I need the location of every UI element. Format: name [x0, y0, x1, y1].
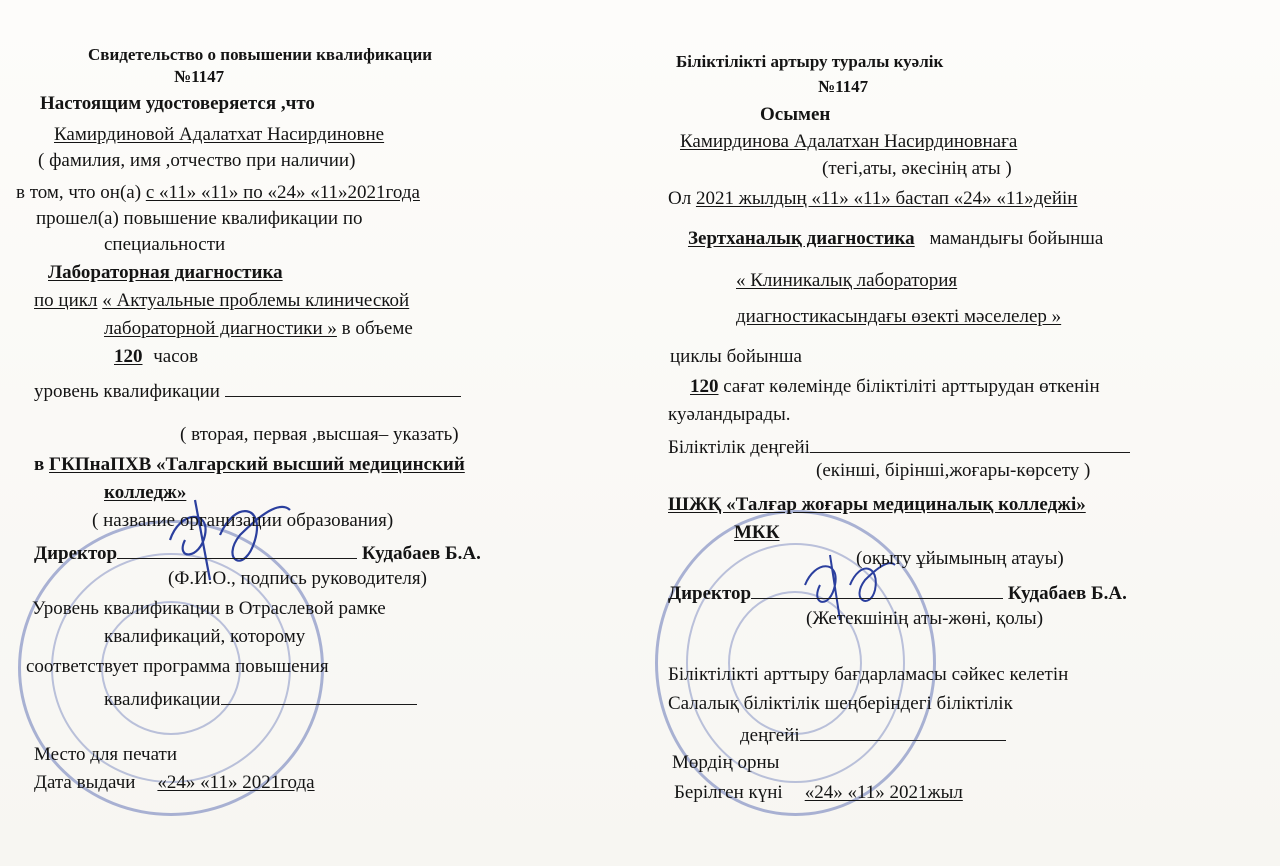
left-hours: 120 часов	[114, 346, 199, 367]
left-passed-line2: специальности	[104, 234, 226, 255]
left-number: №1147	[174, 67, 225, 86]
right-title: Біліктілікті артыру туралы куәлік	[676, 52, 944, 71]
left-level-hint: ( вторая, первая ,высшая– указать)	[180, 424, 459, 445]
left-framework-line2: квалификаций, которому	[104, 626, 306, 647]
right-hours: 120 сағат көлемінде біліктіліті арттырудан өткенін	[690, 376, 1100, 397]
left-name: Камирдиновой Адалатхат Насирдиновне	[54, 124, 385, 145]
left-period: в том, что он(а) с «11» «11» по «24» «11»2021года	[16, 182, 420, 203]
left-framework-line1: Уровень квалификации в Отраслевой рамке	[32, 598, 386, 619]
left-cycle-line2: лабораторной диагностики » в объеме	[104, 318, 413, 339]
right-cycle-line2: диагностикасындағы өзекті мәселелер »	[736, 306, 1062, 327]
right-cycle-line1: « Клиникалық лаборатория	[736, 270, 958, 291]
right-specialty: Зертханалық диагностика мамандығы бойынша	[688, 228, 1104, 249]
left-issue-date: Дата выдачи «24» «11» 2021года	[34, 772, 315, 793]
right-framework-line3: деңгейі	[740, 722, 1006, 747]
left-passed-line1: прошел(а) повышение квалификации по	[36, 208, 363, 229]
right-org-line1: ШЖҚ «Талғар жоғары медициналық колледжі»	[668, 494, 1086, 515]
right-level: Біліктілік деңгейі	[668, 434, 1130, 459]
left-specialty: Лабораторная диагностика	[48, 262, 283, 283]
right-framework-line1: Біліктілікті арттыру бағдарламасы сәйкес келетін	[668, 664, 1069, 685]
right-number: №1147	[818, 77, 869, 96]
left-name-hint: ( фамилия, имя ,отчество при наличии)	[38, 150, 356, 171]
right-name: Камирдинова Адалатхан Насирдиновнаға	[680, 131, 1018, 152]
right-org-line2: МКК	[734, 522, 780, 543]
right-cycle-suffix: циклы бойынша	[670, 346, 802, 367]
right-certifies: куәландырады.	[668, 404, 791, 425]
left-director: Директор Кудабаев Б.А.	[34, 540, 481, 565]
left-certify: Настоящим удостоверяется ,что	[40, 93, 315, 114]
left-title: Свидетельство о повышении квалификации	[88, 45, 433, 64]
left-director-hint: (Ф.И.О., подпись руководителя)	[168, 568, 427, 589]
right-framework-line2: Салалық біліктілік шеңберіндегі біліктілік	[668, 693, 1013, 714]
right-director: Директор Кудабаев Б.А.	[668, 580, 1127, 605]
right-org-hint: (оқыту ұйымының атауы)	[856, 548, 1064, 569]
left-framework-line4: квалификации	[104, 686, 417, 711]
right-period: Ол 2021 жылдың «11» «11» бастап «24» «11»дейін	[668, 188, 1078, 209]
left-seal-place: Место для печати	[34, 744, 178, 765]
left-org-hint: ( название организации образования)	[92, 510, 394, 531]
left-org-line2: колледж»	[104, 482, 187, 503]
left-framework-line3: соответствует программа повышения	[26, 656, 329, 677]
right-issue-date: Берілген күні «24» «11» 2021жыл	[674, 782, 963, 803]
right-level-hint: (екінші, бірінші,жоғары-көрсету )	[816, 460, 1091, 481]
left-cycle-line1: по цикл « Актуальные проблемы клинической	[34, 290, 410, 311]
right-name-hint: (тегі,аты, әкесінің аты )	[822, 158, 1012, 179]
left-org-line1: в ГКПнаПХВ «Талгарский высший медицинский	[34, 454, 465, 475]
right-seal-place: Мөрдің орны	[672, 752, 780, 773]
right-certify: Осымен	[760, 104, 831, 125]
left-level: уровень квалификации	[34, 378, 461, 403]
right-director-hint: (Жетекшінің аты-жөні, қолы)	[806, 608, 1044, 629]
